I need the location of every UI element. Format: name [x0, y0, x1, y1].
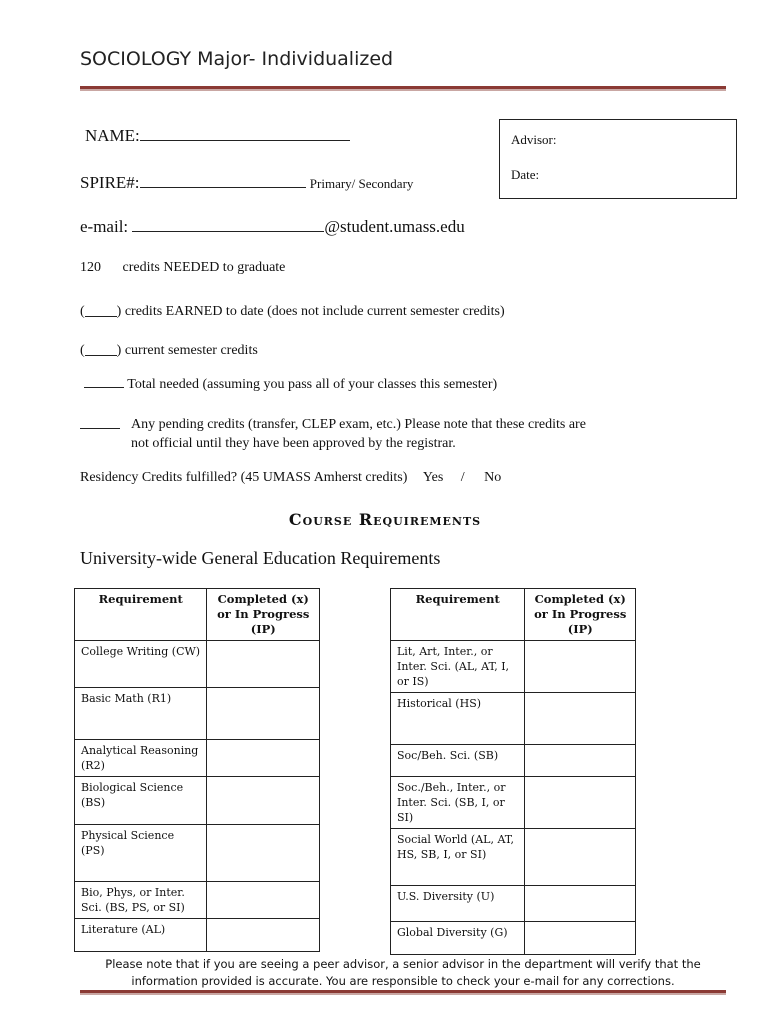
right-completed-header: Completed (x) or In Progress (IP) — [525, 589, 636, 641]
current-semester-field[interactable] — [85, 341, 117, 356]
page-title: SOCIOLOGY Major- Individualized — [80, 48, 394, 70]
residency-slash: / — [460, 470, 465, 485]
spire-row — [80, 173, 413, 193]
table-row-label: Soc./Beh., Inter., or Inter. Sci. (SB, I, or SI) — [391, 777, 525, 829]
completed-cell[interactable] — [207, 825, 320, 882]
current-semester-text: current semester credits — [124, 343, 258, 358]
pending-text-line-2: not official until they have been approved by the registrar. — [131, 436, 456, 451]
table-row-label: Lit, Art, Inter., or Inter. Sci. (AL, AT, I, or IS) — [391, 641, 525, 693]
footer-line-1: Please note that if you are seeing a peer advisor, a senior advisor in the department will verify that the — [105, 957, 701, 971]
right-requirements-table — [390, 588, 636, 955]
completed-cell[interactable] — [525, 922, 636, 955]
spire-field[interactable] — [140, 187, 306, 188]
residency-text: Residency Credits fulfilled? (45 UMASS Amherst credits) — [80, 470, 408, 485]
completed-cell[interactable] — [207, 882, 320, 919]
credits-needed-row — [80, 260, 285, 276]
advisor-box — [499, 119, 737, 199]
right-requirement-header: Requirement — [391, 589, 525, 641]
completed-cell[interactable] — [207, 919, 320, 952]
credits-needed-text: credits NEEDED to graduate — [122, 260, 286, 275]
table-row-label: Literature (AL) — [75, 919, 207, 952]
email-label: e-mail: — [80, 217, 129, 236]
total-needed-row — [84, 377, 497, 393]
completed-cell[interactable] — [525, 693, 636, 745]
table-row-label: Biological Science (BS) — [75, 777, 207, 825]
section-heading: Course Requirements — [288, 510, 482, 529]
completed-cell[interactable] — [207, 641, 320, 688]
credits-earned-row: ( ) credits EARNED to date (does not include current semester credits) — [80, 304, 505, 319]
table-row-label: Historical (HS) — [391, 693, 525, 745]
table-row-label: Global Diversity (G) — [391, 922, 525, 955]
completed-cell[interactable] — [207, 688, 320, 740]
total-needed-field[interactable] — [84, 387, 124, 388]
total-needed-text: Total needed (assuming you pass all of your classes this semester) — [127, 377, 498, 392]
advisor-label: Advisor: — [511, 132, 557, 147]
footer-line-2: information provided is accurate. You are responsible to check your e-mail for any corrections. — [131, 974, 675, 988]
completed-cell[interactable] — [525, 829, 636, 886]
credits-earned-field[interactable] — [85, 302, 117, 317]
completed-cell[interactable] — [525, 777, 636, 829]
table-row-label: U.S. Diversity (U) — [391, 886, 525, 922]
bottom-divider — [80, 990, 726, 993]
table-row-label: Basic Math (R1) — [75, 688, 207, 740]
residency-row — [80, 470, 501, 486]
completed-cell[interactable] — [525, 745, 636, 777]
date-label: Date: — [511, 167, 540, 182]
completed-cell[interactable] — [207, 777, 320, 825]
completed-cell[interactable] — [207, 740, 320, 777]
footer-note — [80, 956, 726, 990]
current-semester-row: ( ) current semester credits — [80, 343, 258, 358]
residency-yes[interactable]: Yes — [422, 470, 444, 485]
residency-no[interactable]: No — [484, 470, 502, 485]
top-divider — [80, 86, 726, 89]
table-row-label: Bio, Phys, or Inter. Sci. (BS, PS, or SI) — [75, 882, 207, 919]
table-row-label: College Writing (CW) — [75, 641, 207, 688]
left-requirement-header: Requirement — [75, 589, 207, 641]
name-field[interactable] — [140, 140, 350, 141]
name-label: NAME: — [85, 126, 140, 145]
name-row — [85, 126, 350, 146]
gen-ed-subheading: University-wide General Education Requirements — [80, 548, 441, 568]
email-field[interactable] — [132, 231, 324, 232]
left-completed-header: Completed (x) or In Progress (IP) — [207, 589, 320, 641]
credits-earned-text: credits EARNED to date (does not include current semester credits) — [124, 304, 505, 319]
table-row-label: Soc/Beh. Sci. (SB) — [391, 745, 525, 777]
table-row-label: Physical Science (PS) — [75, 825, 207, 882]
email-row — [80, 217, 465, 237]
pending-credits-field[interactable] — [80, 428, 120, 429]
completed-cell[interactable] — [525, 886, 636, 922]
completed-cell[interactable] — [525, 641, 636, 693]
left-requirements-table — [74, 588, 320, 952]
table-row-label: Social World (AL, AT, HS, SB, I, or SI) — [391, 829, 525, 886]
pending-credits-text — [131, 415, 586, 453]
spire-label: SPIRE#: — [80, 173, 140, 192]
primary-secondary-label: Primary/ Secondary — [309, 176, 414, 191]
pending-text-line-1: Any pending credits (transfer, CLEP exam, etc.) Please note that these credits are — [131, 417, 586, 432]
table-row-label: Analytical Reasoning (R2) — [75, 740, 207, 777]
email-domain: @student.umass.edu — [324, 217, 465, 236]
credits-needed-number: 120 — [80, 260, 101, 275]
